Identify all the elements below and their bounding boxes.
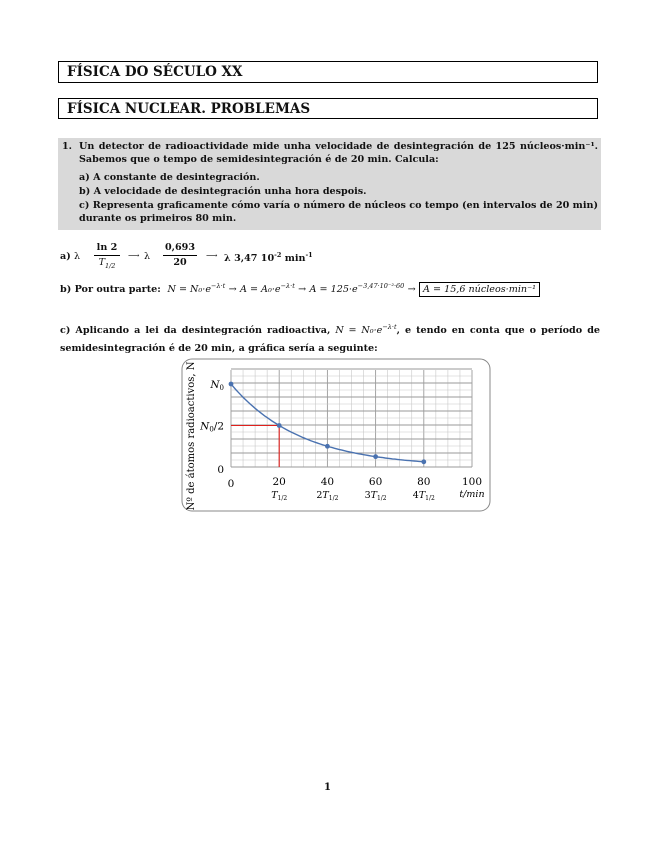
decay-law-base: N = N₀·e bbox=[167, 284, 211, 296]
solution-c-text-1: c) Aplicando a lei da desintegración radioactiva, bbox=[60, 325, 331, 337]
result-unit-exp: -1 bbox=[305, 251, 313, 259]
problem-statement-box bbox=[58, 138, 601, 230]
x-tick-label: 40 bbox=[320, 476, 335, 488]
x-subtick-label: $4T_{1/2}$ bbox=[412, 490, 435, 502]
solution-a-label: a) bbox=[60, 251, 71, 262]
decay-law-exp: −λ·t bbox=[211, 282, 226, 290]
x-tick-label: 80 bbox=[417, 476, 431, 488]
x-tick-label: 60 bbox=[368, 476, 383, 488]
fraction-numeric-numerator: 0,693 bbox=[163, 242, 197, 256]
page-number: 1 bbox=[324, 782, 331, 793]
data-point bbox=[421, 459, 426, 464]
x-subtick-label: $T_{1/2}$ bbox=[271, 490, 288, 502]
fraction-ln2-numerator: ln 2 bbox=[94, 242, 120, 256]
problem-item-b: b) A velocidade de desintegración unha hora despois. bbox=[79, 186, 367, 197]
y-axis-label: Nº de átomos radioactivos, N bbox=[186, 361, 197, 511]
fraction-numeric-denominator: 20 bbox=[173, 257, 187, 268]
y-tick-label: 0 bbox=[217, 464, 224, 476]
data-point bbox=[373, 454, 378, 459]
activity-substituted bbox=[310, 284, 405, 295]
data-point bbox=[277, 423, 282, 428]
y-tick-label: N0 bbox=[210, 379, 224, 392]
data-point bbox=[325, 444, 330, 449]
solution-a bbox=[60, 242, 460, 276]
arrow-1: ⟶ bbox=[128, 251, 140, 260]
activity-law-exp: −λ·t bbox=[280, 282, 295, 290]
problem-item-c: c) Representa graficamente cómo varía o número de núcleos co tempo (en intervalos de 20 min) durante os primeiros 80 min. bbox=[79, 200, 598, 225]
activity-substituted-exp: −3,47·10⁻²·60 bbox=[357, 282, 405, 290]
lambda-symbol-2: λ bbox=[144, 251, 151, 262]
fraction-ln2 bbox=[94, 242, 120, 270]
x-tick-label: 100 bbox=[461, 476, 483, 488]
section-title bbox=[58, 98, 598, 119]
thalf-sub: 1/2 bbox=[104, 261, 116, 270]
section-title-text: FÍSICA NUCLEAR. PROBLEMAS bbox=[67, 100, 311, 117]
x-axis-label: t/min bbox=[459, 489, 485, 500]
decay-chart bbox=[176, 356, 496, 516]
arrow-2: ⟶ bbox=[206, 251, 218, 260]
problem-number: 1. bbox=[62, 141, 73, 152]
lambda-symbol: λ bbox=[74, 251, 81, 262]
problem-statement: Un detector de radioactividade mide unha velocidade de desintegración de 125 núcleos·min⁻¹. Sabemos que o tempo de semidesintegración é de 20 min. Calcula: bbox=[79, 141, 598, 166]
solution-c-formula-base: N = N₀·e bbox=[335, 325, 383, 337]
arrow-b1: → bbox=[228, 284, 237, 296]
solution-c-text-2: , e tendo en conta que o período de semidesintegración é de 20 min, a gráfica sería a seguinte: bbox=[60, 325, 601, 355]
x-subtick-label: $3T_{1/2}$ bbox=[364, 490, 387, 502]
decay-law bbox=[168, 284, 226, 295]
fraction-ln2-denominator bbox=[94, 256, 120, 270]
boxed-result: A = 15,6 núcleos·min⁻¹ bbox=[419, 282, 540, 297]
y-tick-label: N0/2 bbox=[200, 420, 224, 434]
x-tick-label: 20 bbox=[272, 476, 286, 488]
title-text: FÍSICA DO SÉCULO XX bbox=[67, 64, 243, 80]
arrow-b3: → bbox=[407, 284, 416, 296]
thalf-symbol: T bbox=[98, 257, 105, 268]
fraction-numeric bbox=[163, 242, 197, 268]
page-title bbox=[58, 61, 598, 83]
result-unit: min bbox=[284, 253, 306, 265]
result-exp: -2 bbox=[274, 251, 282, 259]
x-subtick-label: $2T_{1/2}$ bbox=[316, 490, 339, 502]
solution-b-label: b) Por outra parte: bbox=[60, 284, 161, 296]
activity-substituted-base: A = 125·e bbox=[309, 284, 358, 296]
x-tick-label: 0 bbox=[227, 478, 235, 490]
problem-item-a: a) A constante de desintegración. bbox=[79, 172, 260, 183]
solution-a-result bbox=[224, 251, 313, 264]
result-value: λ 3,47 10 bbox=[224, 253, 275, 265]
solution-c bbox=[60, 318, 600, 358]
activity-law-base: A = A₀·e bbox=[239, 284, 281, 296]
solution-c-formula bbox=[335, 325, 396, 336]
activity-law bbox=[240, 284, 295, 295]
solution-c-formula-exp: −λ·t bbox=[382, 323, 397, 331]
data-point bbox=[229, 382, 234, 387]
arrow-b2: → bbox=[298, 284, 307, 296]
solution-b bbox=[60, 282, 540, 295]
